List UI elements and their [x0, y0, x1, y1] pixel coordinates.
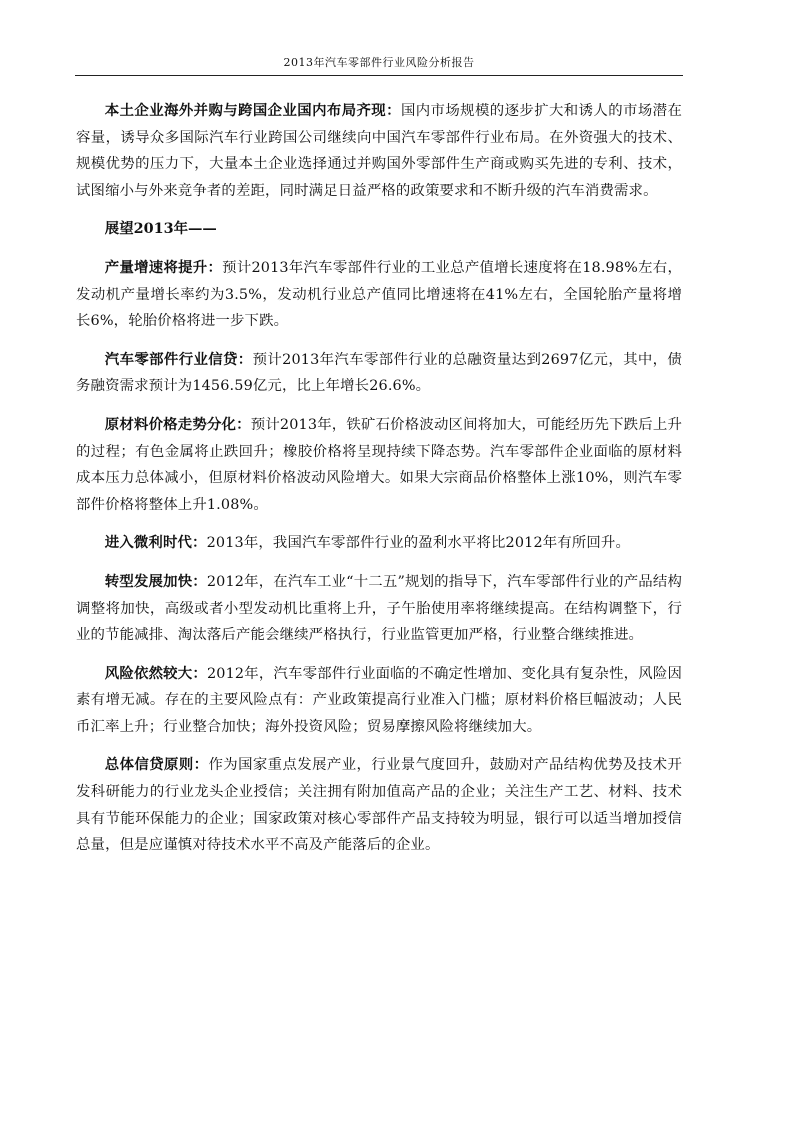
intro-lead: 本土企业海外并购与跨国企业国内布局齐现：	[104, 102, 401, 119]
document-body	[76, 98, 682, 871]
section-transformation	[76, 569, 682, 649]
section-lead: 风险依然较大：	[104, 664, 207, 682]
section-output-growth	[76, 255, 682, 335]
section-lead: 汽车零部件行业信贷：	[104, 350, 253, 368]
section-text: 预计2013年，铁矿石价格波动区间将加大，可能经历先下跌后上升的过程；有色金属将止跌回升；橡胶价格将呈现持续下降态势。汽车零部件企业面临的原材料成本压力总体减小，但原材料价格波动风险增大。如果大宗商品价格整体上涨10%，则汽车零部件价格将整体上升1.08%。	[76, 416, 682, 513]
section-lead: 原材料价格走势分化：	[104, 415, 251, 433]
page-header	[75, 55, 683, 76]
section-risk	[76, 661, 682, 741]
section-text: 作为国家重点发展产业，行业景气度回升，鼓励对产品结构优势及技术开发科研能力的行业龙头企业授信；关注拥有附加值高产品的企业；关注生产工艺、材料、技术具有节能环保能力的企业；国家政策对核心零部件产品支持较为明显，银行可以适当增加授信总量，但是应谨慎对待技术水平不高及产能落后的企业。	[76, 757, 682, 854]
outlook-heading: 展望2013年——	[104, 220, 217, 238]
section-text: 2012年，在汽车工业“十二五”规划的指导下，汽车零部件行业的产品结构调整将加快，高级或者小型发动机比重将上升，子午胎使用率将继续提高。在结构调整下，行业的节能减排、淘汰落后产能会继续严格执行，行业监管更加严格，行业整合继续推进。	[76, 573, 682, 644]
section-credit-principles	[76, 752, 682, 858]
section-lead: 转型发展加快：	[104, 572, 207, 590]
section-industry-credit	[76, 347, 682, 400]
header-title: 2013年汽车零部件行业风险分析报告	[283, 56, 475, 69]
section-text: 2012年，汽车零部件行业面临的不确定性增加、变化具有复杂性，风险因素有增无减。存在的主要风险点有：产业政策提高行业准入门槛；原材料价格巨幅波动；人民币汇率上升；行业整合加快；海外投资风险；贸易摩擦风险将继续加大。	[76, 665, 682, 735]
intro-paragraph	[76, 98, 682, 204]
section-lead: 产量增速将提升：	[104, 258, 223, 276]
section-text: 2013年，我国汽车零部件行业的盈利水平将比2012年有所回升。	[206, 535, 631, 552]
section-raw-material-prices	[76, 412, 682, 518]
section-lead: 总体信贷原则：	[104, 756, 209, 774]
section-text: 预计2013年汽车零部件行业的工业总产值增长速度将在18.98%左右，发动机产量增长率约为3.5%，发动机行业总产值同比增速将在41%左右，全国轮胎产量将增长6%，轮胎价格将进一步下跌。	[76, 259, 683, 330]
intro-text: 国内市场规模的逐步扩大和诱人的市场潜在容量，诱导众多国际汽车行业跨国公司继续向中国汽车零部件行业布局。在外资强大的技术、规模优势的压力下，大量本土企业选择通过并购国外零部件生产商或购买先进的专利、技术，试图缩小与外来竞争者的差距，同时满足日益严格的政策要求和不断升级的汽车消费需求。	[76, 103, 682, 199]
section-text: 预计2013年汽车零部件行业的总融资量达到2697亿元，其中，债务融资需求预计为1456.59亿元，比上年增长26.6%。	[76, 351, 682, 395]
section-low-profit-era	[76, 530, 682, 557]
section-lead: 进入微利时代：	[104, 534, 207, 552]
